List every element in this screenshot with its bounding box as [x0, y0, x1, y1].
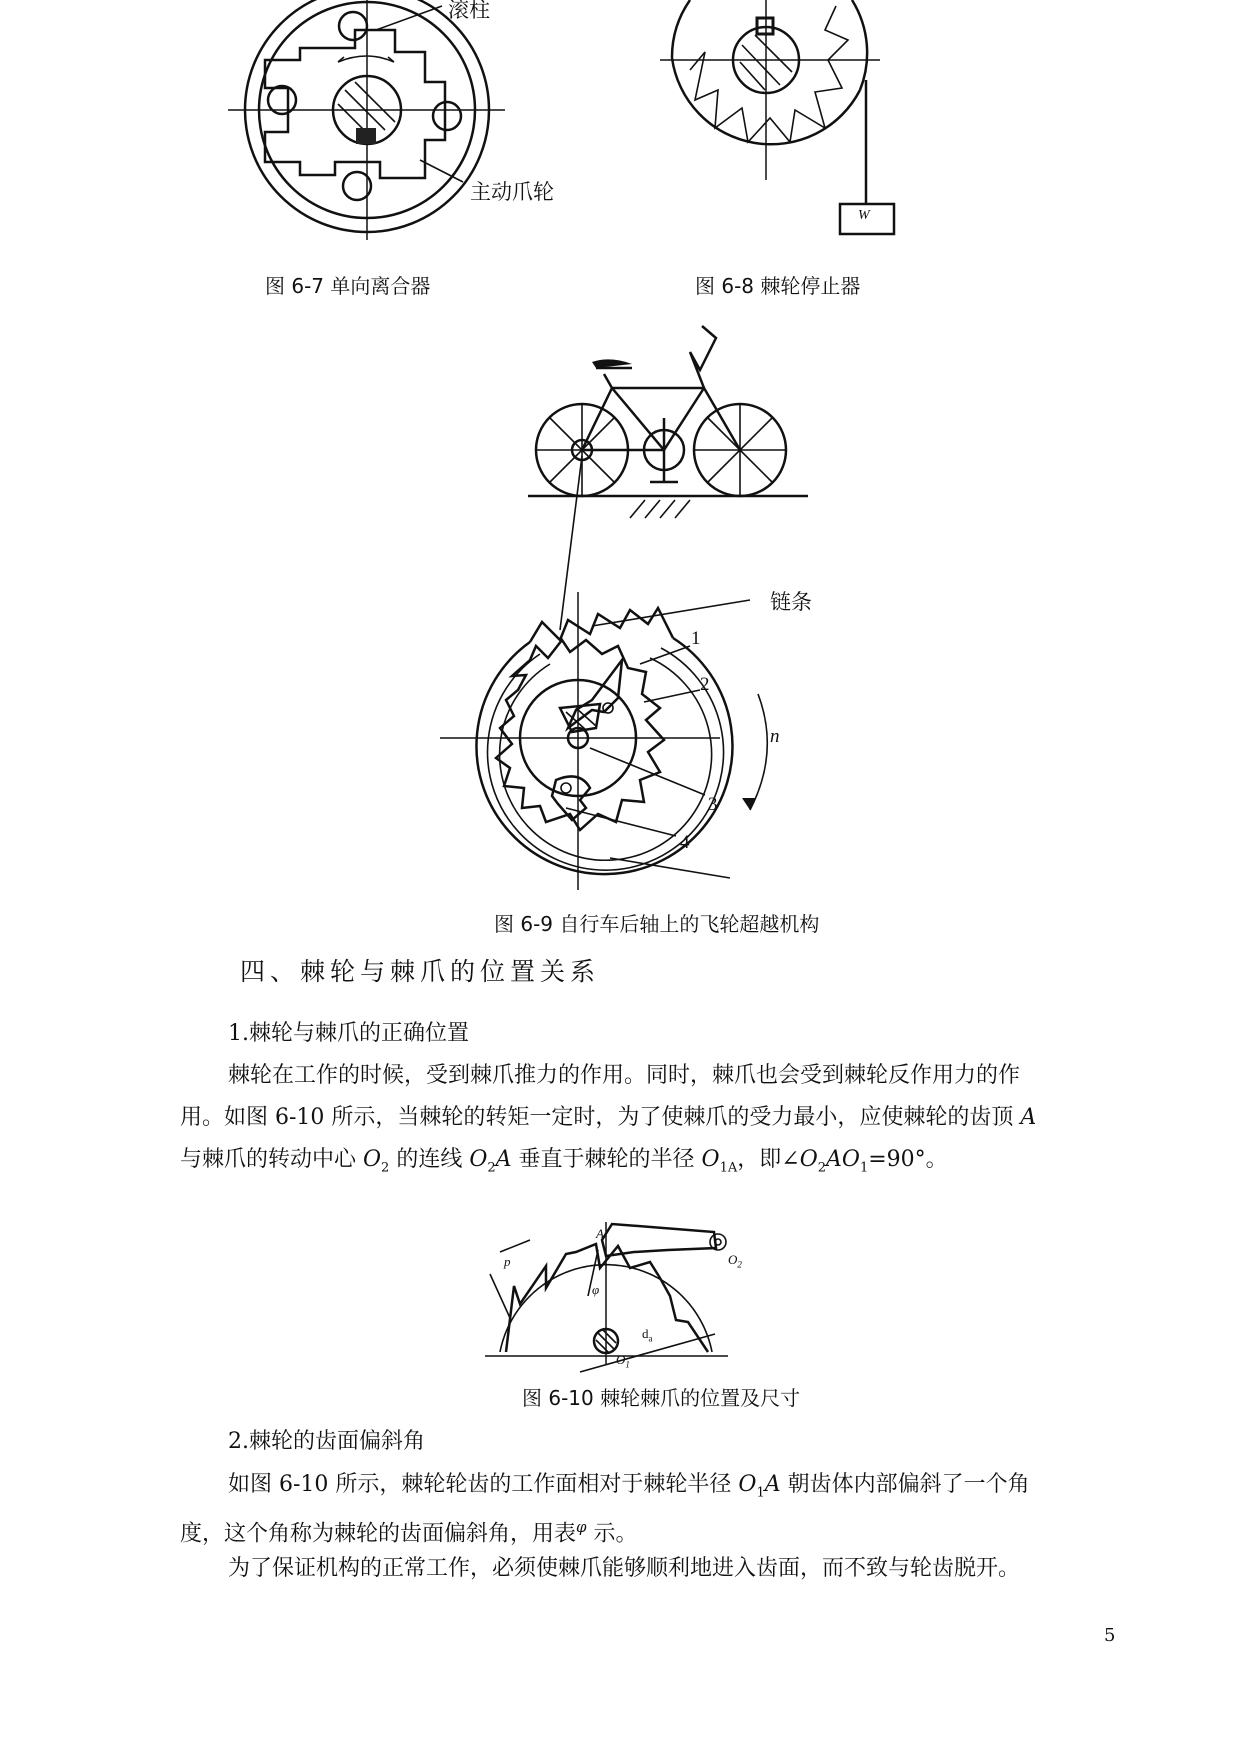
paragraph-2-line-1: 如图 6-10 所示，棘轮轮齿的工作面相对于棘轮半径 $O_1A$ 朝齿体内部偏斜了一个角 [228, 1472, 1030, 1501]
figure-6-8-caption: 图 6-8 棘轮停止器 [695, 274, 861, 298]
angle-phi-label: φ [592, 1282, 600, 1297]
drive-wheel-label: 主动爪轮 [470, 180, 554, 204]
roller-label: 滚柱 [448, 0, 490, 22]
ratchet-pawl-position-diagram [485, 1222, 728, 1372]
paragraph-3: 为了保证机构的正常工作，必须使棘爪能够顺利地进入齿面，而不致与轮齿脱开。 [228, 1556, 1021, 1581]
paragraph-1-line-2: 用。如图 6-10 所示，当棘轮的转矩一定时，为了使棘爪的受力最小，应使棘轮的齿顶 A [180, 1105, 1037, 1130]
point-O2-label: $O_2$ [728, 1252, 742, 1270]
section-heading: 四、棘轮与棘爪的位置关系 [240, 957, 601, 986]
paragraph-1-line-3: 与棘爪的转动中心 $O_2$ 的连线 $O_2A$ 垂直于棘轮的半径 $O_{1A}$，即$\angle O_2AO_1=90^\circ$。 [180, 1147, 948, 1176]
figure-6-10-caption: 图 6-10 棘轮棘爪的位置及尺寸 [522, 1386, 801, 1410]
weight-label: W [858, 208, 870, 223]
chain-label: 链条 [770, 590, 812, 614]
paragraph-2-line-2: 度，这个角称为棘轮的齿面偏斜角，用表$^\varphi$ 示。 [180, 1518, 638, 1547]
rotation-direction-label: n [770, 726, 780, 747]
pitch-p-label: p [504, 1254, 511, 1269]
subsection-2-title: 2.棘轮的齿面偏斜角 [228, 1429, 425, 1454]
page-number: 5 [1104, 1625, 1116, 1646]
figure-6-7-caption: 图 6-7 单向离合器 [265, 274, 431, 298]
subsection-1-title: 1.棘轮与棘爪的正确位置 [228, 1021, 469, 1046]
part-number-3: 3 [708, 794, 718, 815]
part-number-4: 4 [680, 832, 690, 853]
part-number-2: 2 [700, 674, 710, 695]
point-A-label: A [596, 1226, 604, 1241]
diameter-label: $d_a$ [642, 1326, 653, 1344]
paragraph-1-line-1: 棘轮在工作的时候，受到棘爪推力的作用。同时，棘爪也会受到棘轮反作用力的作 [228, 1063, 1021, 1088]
point-O1-label: $O_1$ [616, 1352, 630, 1370]
figure-6-9-caption: 图 6-9 自行车后轴上的飞轮超越机构 [494, 912, 820, 936]
part-number-1: 1 [691, 628, 701, 649]
